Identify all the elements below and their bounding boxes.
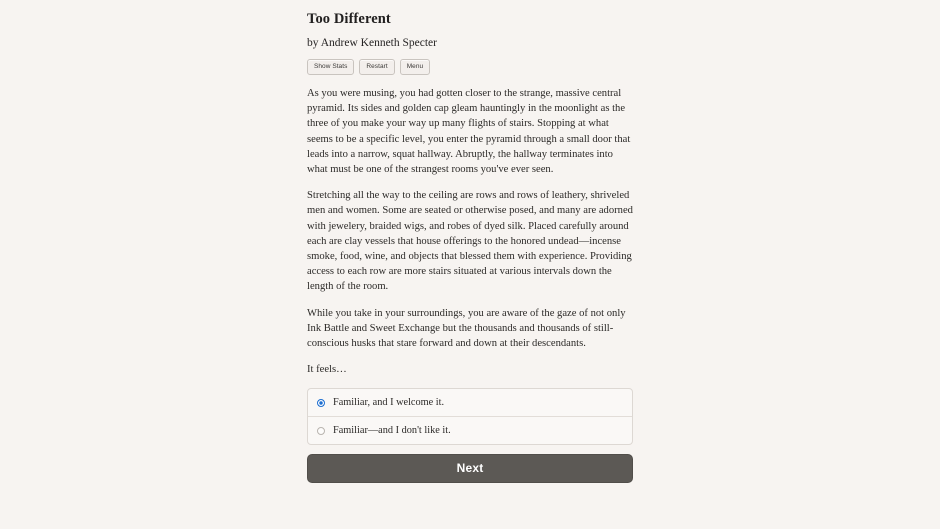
choice-list — [307, 388, 633, 445]
choice-option-2[interactable] — [308, 416, 632, 444]
radio-selected-icon[interactable] — [317, 399, 325, 407]
story-content-column — [307, 0, 633, 483]
story-byline: by Andrew Kenneth Specter — [307, 37, 437, 49]
story-title: Too Different — [307, 11, 391, 27]
radio-unselected-icon[interactable] — [317, 427, 325, 435]
story-paragraph-3: While you take in your surroundings, you are aware of the gaze of not only Ink Battle and Sweet Exchange but the thousands and thousands of still-conscious husks that stare forward and down at their descendants. — [307, 307, 626, 350]
choice-option-2-label: Familiar—and I don't like it. — [333, 425, 451, 437]
choice-prompt: It feels… — [307, 364, 347, 376]
story-paragraph-2: Stretching all the way to the ceiling are rows and rows of leathery, shriveled men and women. Some are seated or otherwise posed, and many are adorned with jewelery, braided wigs, and robes of dyed silk. Placed carefully around each are clay vessels that house offerings to the honored undead—incense smoke, food, wine, and objects that blessed them with experience. Providing access to each row are more stairs situated at various intervals down the length of the room. — [307, 190, 633, 293]
story-paragraph-1: As you were musing, you had gotten closer to the strange, massive central pyramid. Its sides and golden cap gleam hauntingly in the moonlight as the three of you make your way up many flights of stairs. Stopping at what seems to be a specific level, you enter the pyramid through a small door that leads into a narrow, squat hallway. Abruptly, the hallway terminates into what must be one of the strangest rooms you've ever seen. — [307, 88, 631, 176]
show-stats-button[interactable]: Show Stats — [307, 59, 354, 75]
restart-button[interactable]: Restart — [359, 59, 394, 75]
menu-button[interactable]: Menu — [400, 59, 430, 75]
choice-option-1[interactable] — [308, 389, 632, 416]
choice-option-1-label: Familiar, and I welcome it. — [333, 397, 445, 409]
next-button[interactable]: Next — [307, 454, 633, 483]
nav-button-group — [307, 59, 633, 75]
story-text — [307, 86, 633, 351]
